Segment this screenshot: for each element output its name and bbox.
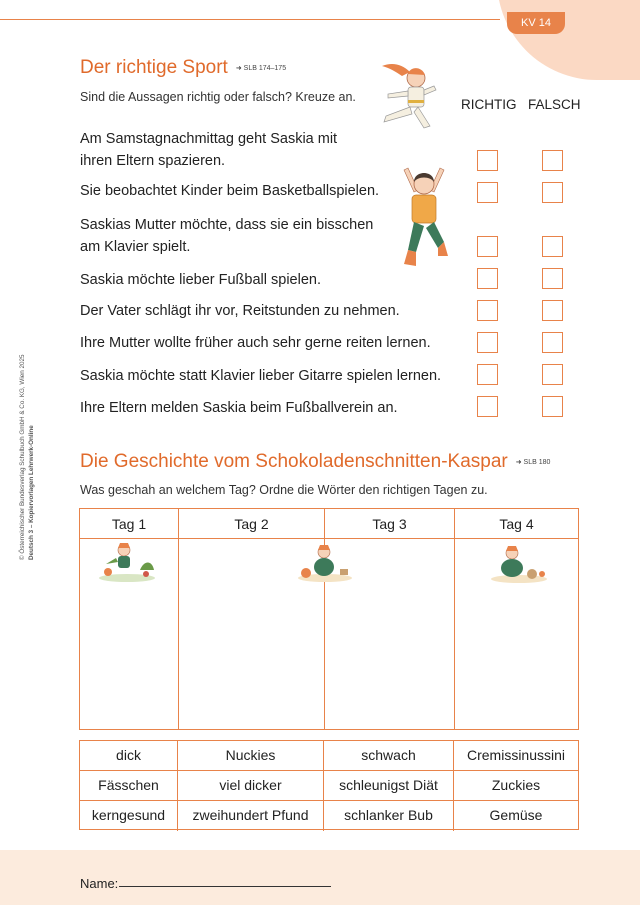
day-column-3[interactable]: [324, 509, 454, 729]
richtig-checkbox-1[interactable]: [477, 150, 498, 171]
statement-line: Sie beobachtet Kinder beim Basketballspielen.: [80, 183, 380, 199]
statement-7: [80, 365, 441, 387]
falsch-checkbox-3[interactable]: [542, 236, 563, 257]
word-cell[interactable]: schwach: [324, 741, 454, 771]
day-header: Tag 1: [80, 509, 178, 539]
word-cell[interactable]: schleunigst Diät: [324, 771, 454, 801]
word-cell[interactable]: Gemüse: [489, 807, 543, 823]
statement-2: [80, 180, 379, 202]
kv-badge: KV 14: [507, 12, 565, 34]
name-label: Name:: [80, 876, 119, 891]
karate-girl-illustration: [372, 56, 442, 134]
section2-ref: ➜ SLB 180: [515, 458, 551, 466]
richtig-checkbox-7[interactable]: [477, 364, 498, 385]
section1-ref: ➜ SLB 174–175: [235, 64, 287, 72]
falsch-checkbox-6[interactable]: [542, 332, 563, 353]
name-input-line[interactable]: [119, 886, 331, 887]
section2-title: [80, 451, 550, 473]
word-cell[interactable]: kerngesund: [80, 801, 178, 831]
richtig-checkbox-6[interactable]: [477, 332, 498, 353]
section2-instruction: Was geschah an welchem Tag? Ordne die Wörter den richtigen Tagen zu.: [80, 483, 488, 497]
falsch-checkbox-5[interactable]: [542, 300, 563, 321]
falsch-checkbox-7[interactable]: [542, 364, 563, 385]
kaspar-day3-illustration: [488, 544, 550, 584]
statement-line: Am Samstagnachmittag geht Saskia mit: [80, 131, 338, 147]
jumping-boy-illustration: [394, 160, 456, 280]
word-cell[interactable]: Cremissinussini: [454, 741, 578, 771]
statement-line: Ihre Mutter wollte früher auch sehr gerne reiten lernen.: [80, 335, 431, 351]
statement-line: Saskia möchte statt Klavier lieber Gitarre spielen lernen.: [80, 368, 442, 384]
copyright-line: © Österreichischer Bundesverlag Schulbuch GmbH & Co. KG, Wien 2025: [19, 354, 26, 560]
day-column-2[interactable]: [178, 509, 324, 729]
section1-title-text: Der richtige Sport: [80, 57, 228, 78]
column-richtig: RICHTIG: [461, 97, 517, 112]
statement-5: [80, 300, 400, 322]
falsch-checkbox-8[interactable]: [542, 396, 563, 417]
header-line: [0, 19, 500, 20]
column-falsch: FALSCH: [528, 97, 581, 112]
statement-line: Saskias Mutter möchte, dass sie ein bisschen: [80, 217, 374, 233]
falsch-checkbox-4[interactable]: [542, 268, 563, 289]
statement-6: [80, 332, 431, 354]
word-cell[interactable]: viel dicker: [178, 771, 324, 801]
section1-title: [80, 57, 286, 79]
richtig-checkbox-8[interactable]: [477, 396, 498, 417]
statement-line: am Klavier spielt.: [80, 239, 191, 255]
statement-8: [80, 397, 398, 419]
kaspar-day2-illustration: [296, 543, 354, 583]
section1-instruction: Sind die Aussagen richtig oder falsch? Kreuze an.: [80, 90, 356, 104]
word-cell[interactable]: Nuckies: [178, 741, 324, 771]
statement-1: [80, 128, 337, 172]
day-header: Tag 4: [455, 509, 578, 539]
richtig-checkbox-5[interactable]: [477, 300, 498, 321]
word-cell[interactable]: Zuckies: [454, 771, 578, 801]
word-cell[interactable]: zweihundert Pfund: [178, 801, 324, 831]
day-header: Tag 2: [179, 509, 324, 539]
day-header: Tag 3: [325, 509, 454, 539]
section2-title-text: Die Geschichte vom Schokoladenschnitten-Kaspar: [80, 451, 508, 472]
statement-3: [80, 214, 373, 258]
word-cell[interactable]: dick: [80, 741, 178, 771]
falsch-checkbox-2[interactable]: [542, 182, 563, 203]
statement-4: [80, 269, 321, 291]
kaspar-day1-illustration: [96, 540, 158, 584]
statement-line: Der Vater schlägt ihr vor, Reitstunden zu nehmen.: [80, 303, 400, 319]
statement-line: Saskia möchte lieber Fußball spielen.: [80, 272, 321, 288]
words-table: [79, 740, 579, 830]
product-line: Deutsch 3 – Kopiervorlagen Lehrwerk-Online: [28, 425, 35, 560]
falsch-checkbox-1[interactable]: [542, 150, 563, 171]
copyright-note: [18, 320, 36, 560]
word-cell[interactable]: schlanker Bub: [324, 801, 454, 831]
richtig-checkbox-4[interactable]: [477, 268, 498, 289]
day-column-4[interactable]: [454, 509, 578, 729]
statement-line: Ihre Eltern melden Saskia beim Fußballverein an.: [80, 400, 398, 416]
statement-line: ihren Eltern spazieren.: [80, 153, 226, 169]
richtig-checkbox-2[interactable]: [477, 182, 498, 203]
word-cell[interactable]: Fässchen: [80, 771, 178, 801]
richtig-checkbox-3[interactable]: [477, 236, 498, 257]
